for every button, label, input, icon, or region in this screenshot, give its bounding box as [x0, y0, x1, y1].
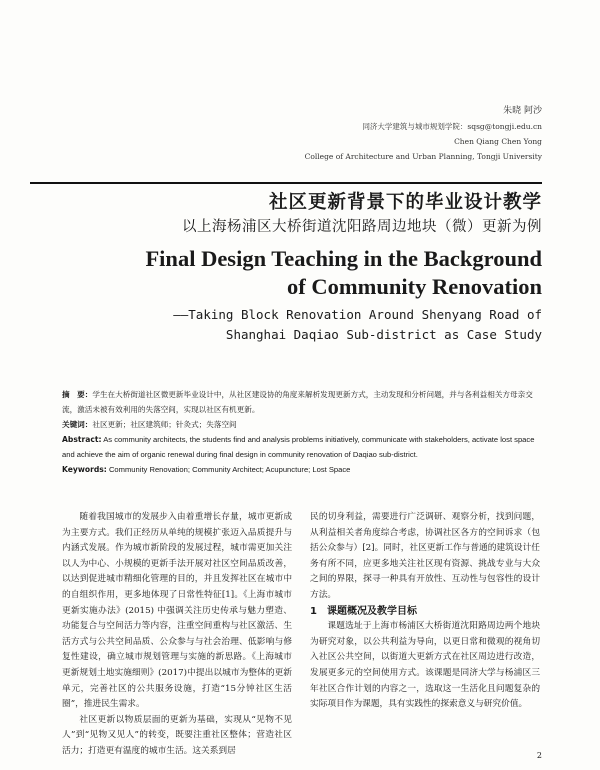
- abstract-block: [62, 387, 540, 477]
- title-zh: 社区更新背景下的毕业设计教学: [268, 192, 542, 213]
- author-affiliation-zh: 同济大学建筑与城市规划学院：sqsg@tongji.edu.cn: [362, 122, 542, 131]
- author-block: [305, 104, 542, 164]
- title-divider: [30, 182, 542, 184]
- author-names: 朱晓 阿沙: [503, 106, 542, 116]
- keywords-zh: 关键词：社区更新；社区建筑师；针灸式；失落空间: [62, 420, 237, 429]
- author-names-en: Chen Qiang Chen Yong: [454, 137, 542, 146]
- body-paragraph: 社区更新以物质层面的更新为基础，实现从“见物不见人”到“见物又见人”的转变，既要注重社区整体；营造社区活力；打造更有温度的城市生活。这关系到居: [62, 714, 292, 756]
- section-heading: 1 课题概况及教学目标: [310, 605, 417, 617]
- body-column-right: [310, 510, 540, 760]
- subtitle-en-line1: ——Taking Block Renovation Around Shenyang Road of: [173, 307, 542, 322]
- body-paragraph: 随着我国城市的发展步入由着重增长存量，城市更新成为主要方式。我们正经历从单纯的规模扩张迈入品质提升与内涵式发展。作为城市新阶段的发展过程，城市需更加关注以人为中心、小规模的更新手法开展对社区空间品质改善，以达到促进城市精细化管理的目的，并且发挥社区在城市中的自组织作用，更多地体现了日常性特征[1]。《上海市城市更新实施办法》(2015) 中强调关注历史传承与魅力塑造、功能复合与空间活力等内容，注重空间重构与社区激活、生活方式与公共空间品质、公众参与与社会治理、低影响与修复性建设，确立城市规划管理与实施的新思路。《上海城市更新规划土地实施细则》(2017)中提出以城市为整体的更新单元，完善社区的公共服务设施，打造“15分钟社区生活圈”，推进民生需求。: [62, 512, 292, 710]
- title-en-line1: Final Design Teaching in the Background: [145, 246, 542, 271]
- body-columns: [62, 510, 540, 760]
- abstract-en: Abstract: As community architects, the students find and analysis problems initiatively, communicate with stakeholders, activate lost space and achieve the aim of organic renewal during final design in community renovation of Daqiao sub-district.: [62, 435, 535, 459]
- body-paragraph: 民的切身利益，需要进行广泛调研、观察分析，找到问题，从利益相关者角度综合考虑，协调社区各方的空间诉求（包括公众参与）[2]。同时，社区更新工作与普通的建筑设计任务有所不同，应更多地关注社区现有资源、挑战专业与大众之间的界限，探寻一种具有开放性、互动性与包容性的设计方法。: [310, 512, 540, 600]
- keywords-en: Keywords: Community Renovation; Community Architect; Acupuncture; Lost Space: [62, 465, 351, 474]
- title-en-line2: of Community Renovation: [286, 274, 542, 299]
- subtitle-zh: 以上海杨浦区大桥街道沈阳路周边地块（微）更新为例: [182, 219, 542, 235]
- abstract-zh: 摘 要：学生在大桥街道社区微更新毕业设计中，从社区建设协的角度来解析发现更新方式，主动发现和分析问题，并与各利益相关方母亲交流，激活未被有效利用的失落空间，实现以社区有机更新。: [62, 390, 533, 414]
- page-mark: 2: [536, 751, 542, 760]
- subtitle-en-line2: Shanghai Daqiao Sub-district as Case Study: [225, 327, 542, 342]
- author-affiliation-en: College of Architecture and Urban Planning, Tongji University: [304, 152, 542, 161]
- body-column-left: [62, 510, 292, 760]
- body-paragraph: 课题选址于上海市杨浦区大桥街道沈阳路周边两个地块为研究对象，以公共利益为导向，以更日常和微观的视角切入社区公共空间，以街道大更新方式在社区周边进行改造，发展更多元的空间使用方式。该课题是同济大学与杨浦区三年社区合作计划的内容之一，选取这一生活化且问题复杂的实际项目作为课题，具有实践性的探索意义与研究价值。: [310, 621, 540, 710]
- title-block: [22, 190, 542, 345]
